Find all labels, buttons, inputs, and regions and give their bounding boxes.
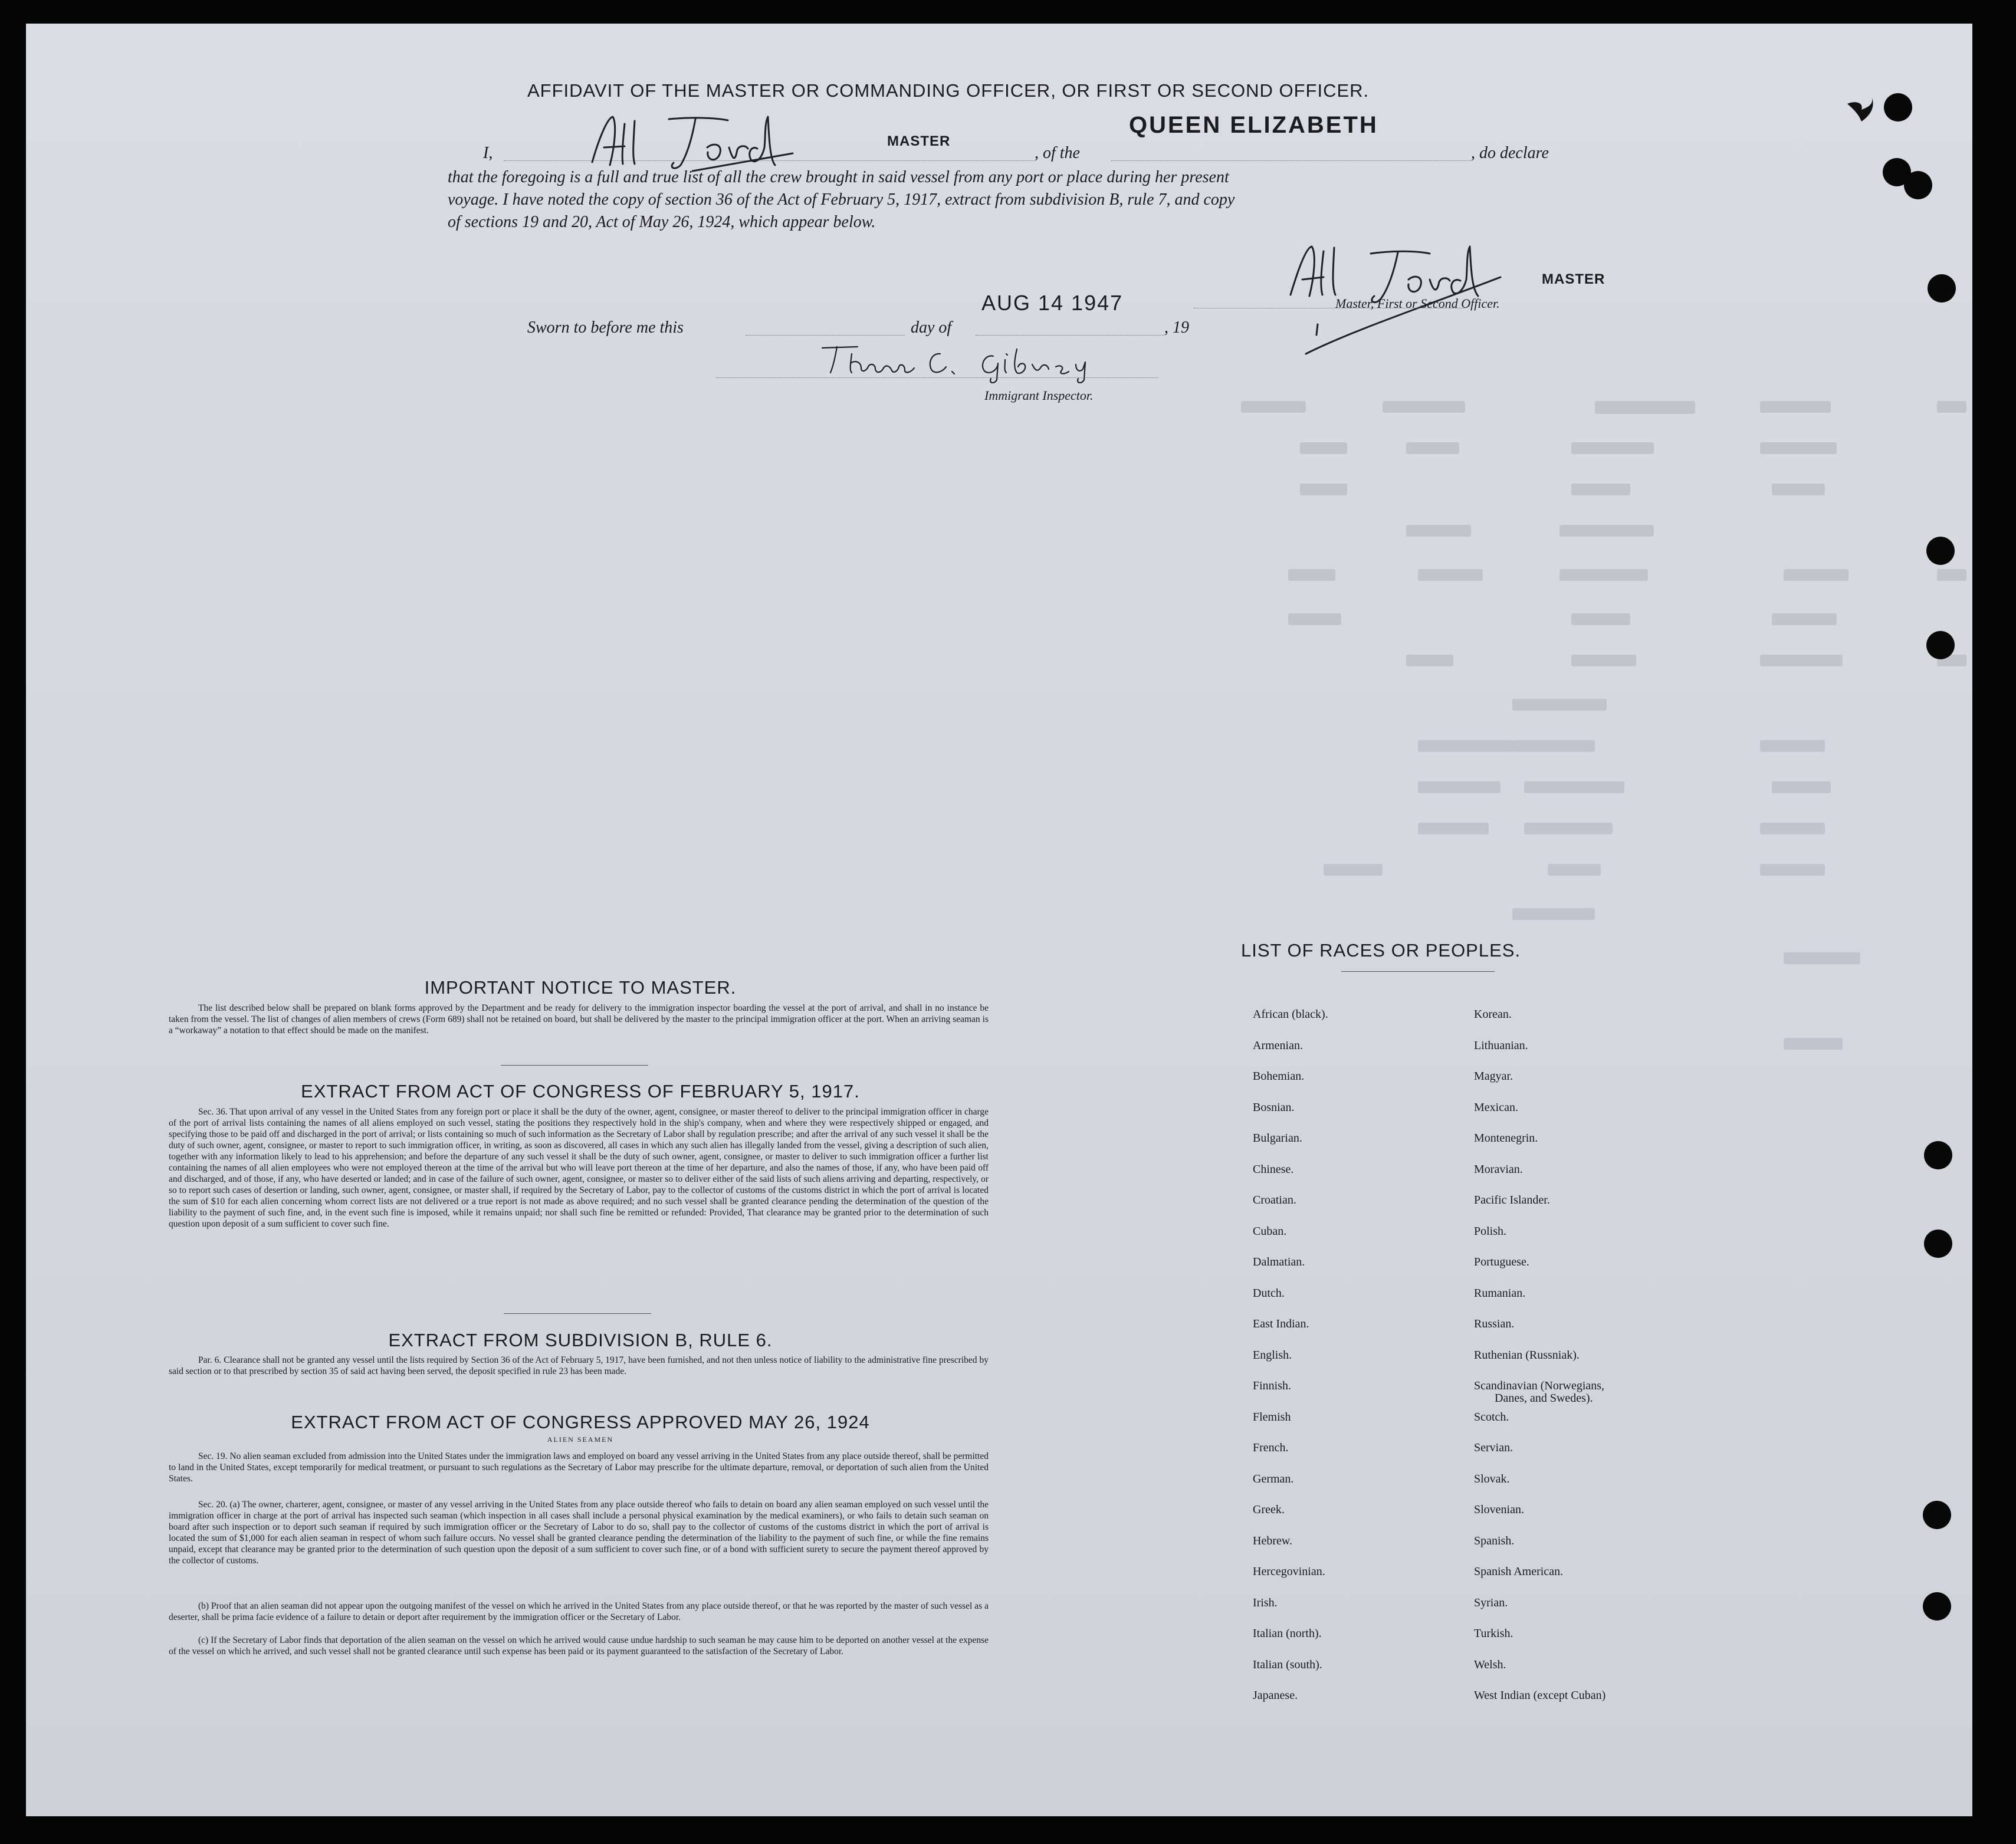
race-item: Finnish. bbox=[1253, 1379, 1292, 1392]
race-item: Bohemian. bbox=[1253, 1070, 1305, 1083]
race-item: Welsh. bbox=[1474, 1658, 1506, 1671]
affidavit-line-2: voyage. I have noted the copy of section 36 of the Act of February 5, 1917, extract from subdivision B, rule 7, and copy bbox=[448, 190, 1235, 209]
race-item: Korean. bbox=[1474, 1008, 1512, 1021]
extract-1924-sec20c: (c) If the Secretary of Labor finds that deportation of the alien seaman on the vessel on which he arrived would cause undue hardship to such seaman he may cause him to be deported on another vessel at the expense of the vessel on which he arrived, and such vessel shall not be granted clearance until such expense has been paid or its payment guaranteed to the satisfaction of the Secretary of Labor. bbox=[169, 1635, 989, 1656]
officer-caption: Master, First or Second Officer. bbox=[1335, 296, 1500, 311]
master-signature bbox=[580, 106, 805, 189]
races-heading: LIST OF RACES OR PEOPLES. bbox=[1241, 940, 1521, 961]
race-item: Bulgarian. bbox=[1253, 1132, 1302, 1145]
divider bbox=[504, 1313, 651, 1314]
race-item: Cuban. bbox=[1253, 1224, 1287, 1238]
race-item: Slovak. bbox=[1474, 1472, 1510, 1485]
inspector-signature bbox=[816, 336, 1123, 383]
race-item: Montenegrin. bbox=[1474, 1132, 1538, 1145]
race-item: Portuguese. bbox=[1474, 1255, 1529, 1268]
race-item: Spanish American. bbox=[1474, 1565, 1564, 1578]
race-item: Ruthenian (Russniak). bbox=[1474, 1348, 1580, 1362]
ship-name: QUEEN ELIZABETH bbox=[1129, 112, 1378, 138]
master-stamp-2: MASTER bbox=[1542, 271, 1605, 287]
race-item: Magyar. bbox=[1474, 1070, 1513, 1083]
sworn-label: Sworn to before me this bbox=[527, 318, 684, 337]
extract-1924-sec20a: Sec. 20. (a) The owner, charterer, agent, consignee, or master of any vessel arriving in the United States from any place outside thereof who fails to detain on board any alien seaman employed on such vessel until the immigration officer in charge at the port of arrival has inspected such seaman (which inspection in all cases shall include a personal physical examination by the medical examiners), or who fails to detain such seaman on board after such inspection or to deport such seaman if required by such immigration officer or the Secretary of Labor to do so, shall pay to the collector of customs of the customs district in which the port of arrival is located the sum of $1,000 for each alien seaman in respect of whom such failure occurs. No vessel shall be granted clearance pending the determination of the liability to the payment of such fine, or while the fine remains unpaid, except that clearance may be granted prior to the determination of such question upon the deposit of a sum sufficient to cover such fine, or of a bond with sufficient surety to secure the payment thereof approved by the collector of customs. bbox=[169, 1500, 989, 1566]
year-prefix: , 19 bbox=[1164, 318, 1189, 337]
divider bbox=[1341, 971, 1495, 972]
race-item: Lithuanian. bbox=[1474, 1038, 1528, 1052]
race-item: Hebrew. bbox=[1253, 1534, 1293, 1547]
divider bbox=[501, 1065, 648, 1066]
race-item: Slovenian. bbox=[1474, 1503, 1524, 1516]
race-item: Hercegovinian. bbox=[1253, 1565, 1325, 1578]
sworn-month-line bbox=[976, 335, 1164, 336]
race-item: Turkish. bbox=[1474, 1627, 1513, 1640]
race-item: Servian. bbox=[1474, 1441, 1513, 1454]
race-item: Moravian. bbox=[1474, 1162, 1523, 1176]
race-item: Russian. bbox=[1474, 1317, 1515, 1330]
race-item: Irish. bbox=[1253, 1596, 1278, 1609]
race-item: English. bbox=[1253, 1348, 1292, 1362]
race-item: Polish. bbox=[1474, 1224, 1507, 1238]
race-item: African (black). bbox=[1253, 1008, 1328, 1021]
ship-name-line bbox=[1111, 160, 1471, 161]
extract-rule6-heading: EXTRACT FROM SUBDIVISION B, RULE 6. bbox=[388, 1330, 773, 1350]
race-item: Bosnian. bbox=[1253, 1100, 1295, 1114]
race-item: Pacific Islander. bbox=[1474, 1194, 1550, 1207]
race-item: West Indian (except Cuban) bbox=[1474, 1689, 1606, 1702]
race-item: Dutch. bbox=[1253, 1286, 1285, 1300]
master-stamp: MASTER bbox=[887, 133, 951, 149]
notice-text: The list described below shall be prepared on blank forms approved by the Department and be ready for delivery to the immigration inspector boarding the vessel at the port of arrival, and shall in no instance be taken from the vessel. The list of changes of alien members of crews (Form 689) shall not be retained on board, but shall be delivered by the master to the principal immigration officer at the port. When an arriving seaman is a “workaway” a notation to that effect should be made on the manifest. bbox=[169, 1003, 989, 1036]
race-item: Japanese. bbox=[1253, 1689, 1298, 1702]
race-item: Armenian. bbox=[1253, 1038, 1303, 1052]
race-item: Rumanian. bbox=[1474, 1286, 1526, 1300]
inspector-signature-line bbox=[716, 377, 1158, 378]
race-item: Scotch. bbox=[1474, 1410, 1509, 1424]
affidavit-title: AFFIDAVIT OF THE MASTER OR COMMANDING OFFICER, OR FIRST OR SECOND OFFICER. bbox=[527, 80, 1370, 101]
extract-1924-sec20b: (b) Proof that an alien seaman did not appear upon the outgoing manifest of the vessel on which he arrived in the United States from any place outside thereof, or that he was reported by the master of such vessel as a deserter, shall be prima facie evidence of a failure to detain or deport after requirement by the immigration officer or the Secretary of Labor. bbox=[169, 1601, 989, 1622]
race-item-continuation: Danes, and Swedes). bbox=[1495, 1392, 1593, 1405]
race-item: Scandinavian (Norwegians, bbox=[1474, 1379, 1605, 1392]
race-item: Syrian. bbox=[1474, 1596, 1508, 1609]
do-declare-label: , do declare bbox=[1471, 144, 1549, 162]
race-item: French. bbox=[1253, 1441, 1289, 1454]
document-page bbox=[26, 24, 1972, 1816]
extract-1917-text: Sec. 36. That upon arrival of any vessel in the United States from any foreign port or place it shall be the duty of the owner, agent, consignee, or master thereof to deliver to the principal immigration officer in charge of the port of arrival lists containing the names of all aliens employed on such vessel, stating the positions they respectively hold in the ship's company, when and where they were respectively shipped or engaged, and specifying those to be paid off and discharged in the port of arrival; or lists containing so much of such information as the Secretary of Labor shall by regulation prescribe; and after the arrival of any such vessel it shall be the duty of such owner, agent, consignee, or master to report to such immigration officer, in writing, as soon as discovered, all cases in which any such alien has illegally landed from the vessel, giving a description of such alien, together with any information likely to lead to his apprehension; and before the departure of any such vessel it shall be the duty of such owner, agent, consignee, or master to deliver to such immigration officer a further list containing the names of all alien employees who were not employed thereon at the time of the arrival but who will leave port thereon at the time of her departure, and also the names of those, if any, who have been paid off and discharged, and of those, if any, who have deserted or landed; and in case of the failure of such owner, agent, consignee, or master so to deliver either of the said lists of such aliens arriving and departing, respectively, or so to report such cases of desertion or landing, such owner, agent, consignee, or master shall, if required by the Secretary of Labor, pay to the collector of customs of the customs district in which the port of arrival is located the sum of $10 for each alien concerning whom correct lists are not delivered or a true report is not made as above required; and no such vessel shall be granted clearance pending the determination of the question of the liability to the payment of such fine, and, in the event such fine is imposed, while it remains unpaid; nor shall such fine be remitted or refunded: Provided, That clearance may be granted prior to the determination of such question upon deposit of a sum sufficient to cover such fine. bbox=[169, 1107, 989, 1229]
race-item: Croatian. bbox=[1253, 1194, 1296, 1207]
affidavit-i-label: I, bbox=[483, 144, 493, 162]
extract-1924-sec19: Sec. 19. No alien seaman excluded from admission into the United States under the immigration laws and employed on board any vessel arriving in the United States from any place outside thereof, shall be permitted to land in the United States, except temporarily for medical treatment, or pursuant to such regulations as the Secretary of Labor may prescribe for the ultimate departure, removal, or deportation of such alien from the United States. bbox=[169, 1451, 989, 1484]
sworn-day-line bbox=[746, 335, 905, 336]
ink-mark-icon bbox=[1844, 92, 1879, 127]
race-item: Italian (south). bbox=[1253, 1658, 1322, 1671]
races-left-column bbox=[1253, 999, 1328, 1711]
affidavit-line-3: of sections 19 and 20, Act of May 26, 1924, which appear below. bbox=[448, 213, 876, 231]
inspector-caption: Immigrant Inspector. bbox=[984, 388, 1094, 403]
race-item: Chinese. bbox=[1253, 1162, 1294, 1176]
race-item: Greek. bbox=[1253, 1503, 1285, 1516]
affidavit-line-1: that the foregoing is a full and true list of all the crew brought in said vessel from any port or place during her present bbox=[448, 168, 1229, 186]
extract-1917-heading: EXTRACT FROM ACT OF CONGRESS OF FEBRUARY 5, 1917. bbox=[301, 1081, 860, 1102]
races-right-column bbox=[1474, 999, 1605, 1711]
race-item: Mexican. bbox=[1474, 1100, 1518, 1114]
day-of-label: day of bbox=[911, 318, 952, 337]
race-item: Italian (north). bbox=[1253, 1627, 1322, 1640]
extract-1924-heading: EXTRACT FROM ACT OF CONGRESS APPROVED MAY 26, 1924 bbox=[291, 1412, 870, 1432]
race-item: Spanish. bbox=[1474, 1534, 1515, 1547]
race-item: Flemish bbox=[1253, 1410, 1291, 1424]
notice-heading: IMPORTANT NOTICE TO MASTER. bbox=[424, 977, 737, 998]
alien-seamen-subheading: ALIEN SEAMEN bbox=[547, 1435, 614, 1444]
extract-rule6-text: Par. 6. Clearance shall not be granted any vessel until the lists required by Section 36 of the Act of February 5, 1917, have been furnished, and not then unless notice of liability to the administrative fine prescribed by said section or to that prescribed by section 35 of said act having been served, the deposit specified in rule 23 has been made. bbox=[169, 1355, 989, 1376]
race-item: Dalmatian. bbox=[1253, 1255, 1305, 1268]
date-stamp: AUG 14 1947 bbox=[981, 291, 1124, 315]
race-item: East Indian. bbox=[1253, 1317, 1309, 1330]
of-the-label: , of the bbox=[1035, 144, 1080, 162]
race-item: German. bbox=[1253, 1472, 1294, 1485]
